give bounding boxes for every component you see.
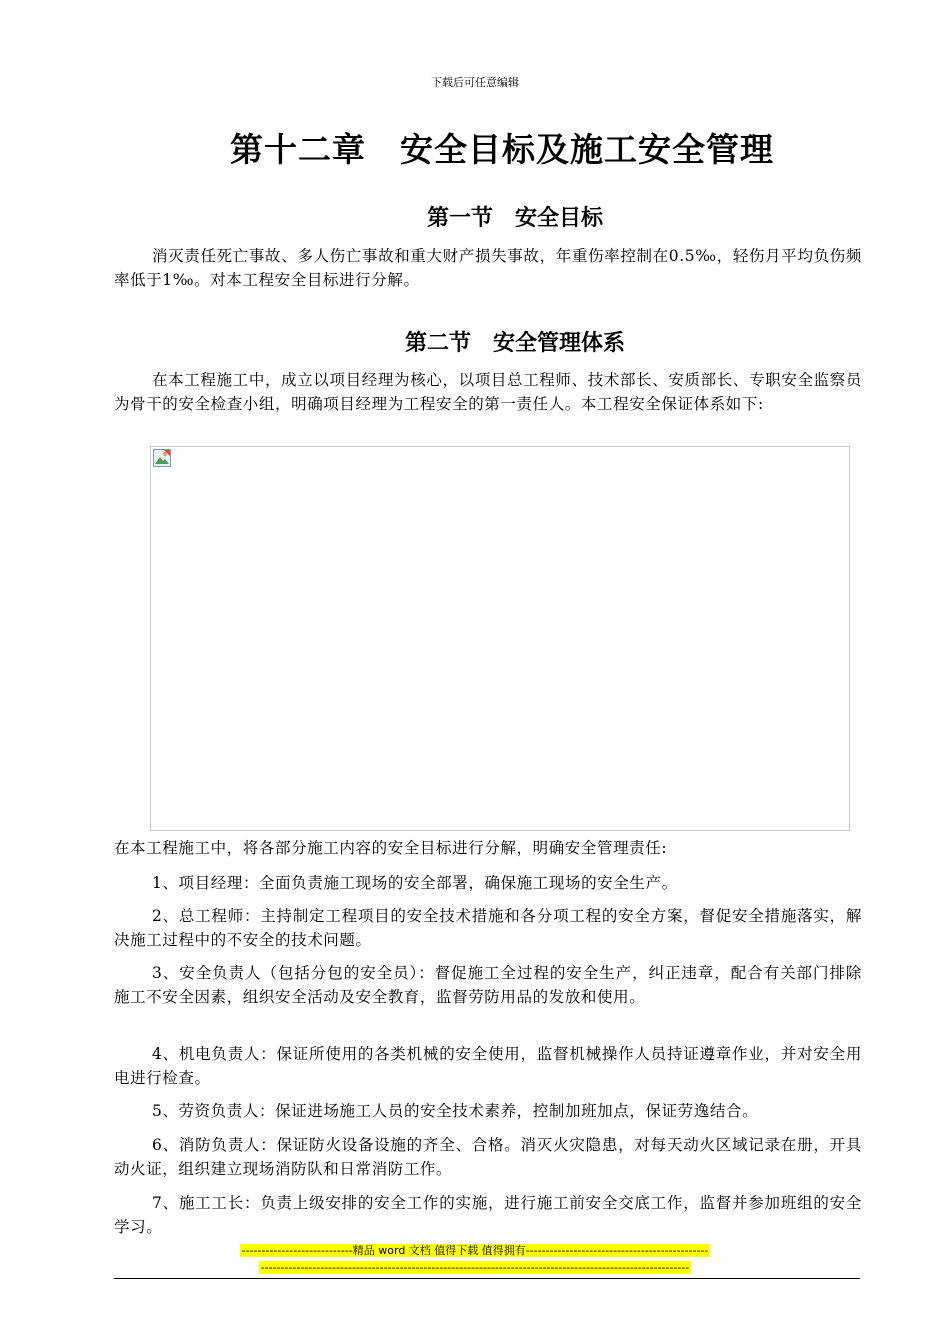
list-item-4: 4、机电负责人：保证所使用的各类机械的安全使用，监督机械操作人员持证遵章作业，并对安全用电进行检查。 <box>114 1045 862 1087</box>
list-item-5: 5、劳资负责人：保证进场施工人员的安全技术素养，控制加班加点，保证劳逸结合。 <box>152 1102 759 1120</box>
list-item-2: 2、总工程师：主持制定工程项目的安全技术措施和各分项工程的安全方案，督促安全措施落实，解决施工过程中的不安全的技术问题。 <box>114 907 862 949</box>
section-title-2: 第二节 安全管理体系 <box>404 331 625 356</box>
footer-banner-line-1 <box>0 1244 950 1258</box>
footer-banner-text-1: ----------------------------精品 word 文档 值得下载 值得拥有---------------------------------------------- <box>241 1244 709 1257</box>
section-title-1: 第一节 安全目标 <box>426 206 603 231</box>
footer-banner-text-2: ------------------------------------------------------------------------------------------------------------ <box>260 1261 690 1274</box>
footer-rule <box>114 1278 860 1279</box>
after-image-paragraph: 在本工程施工中，将各部分施工内容的安全目标进行分解，明确安全管理责任: <box>114 839 668 857</box>
chapter-title: 第十二章 安全目标及施工安全管理 <box>230 130 774 169</box>
header-note: 下载后可任意编辑 <box>431 76 519 89</box>
safety-system-diagram-placeholder <box>150 446 850 831</box>
list-item-3: 3、安全负责人（包括分包的安全员）：督促施工全过程的安全生产，纠正违章，配合有关部门排除施工不安全因素，组织安全活动及安全教育，监督劳防用品的发放和使用。 <box>114 964 862 1006</box>
section1-paragraph: 消灭责任死亡事故、多人伤亡事故和重大财产损失事故，年重伤率控制在0.5‰，轻伤月平均负伤频率低于1‰。对本工程安全目标进行分解。 <box>114 247 862 289</box>
footer-banner-line-2 <box>0 1261 950 1275</box>
list-item-7: 7、施工工长：负责上级安排的安全工作的实施，进行施工前安全交底工作，监督并参加班组的安全学习。 <box>114 1194 862 1236</box>
list-item-1: 1、项目经理：全面负责施工现场的安全部署，确保施工现场的安全生产。 <box>152 874 678 892</box>
broken-image-icon <box>153 449 171 467</box>
section2-paragraph: 在本工程施工中，成立以项目经理为核心，以项目总工程师、技术部长、安质部长、专职安全监察员为骨干的安全检查小组，明确项目经理为工程安全的第一责任人。本工程安全保证体系如下: <box>114 371 862 413</box>
list-item-6: 6、消防负责人：保证防火设备设施的齐全、合格。消灭火灾隐患，对每天动火区域记录在册，开具动火证，组织建立现场消防队和日常消防工作。 <box>114 1136 862 1178</box>
